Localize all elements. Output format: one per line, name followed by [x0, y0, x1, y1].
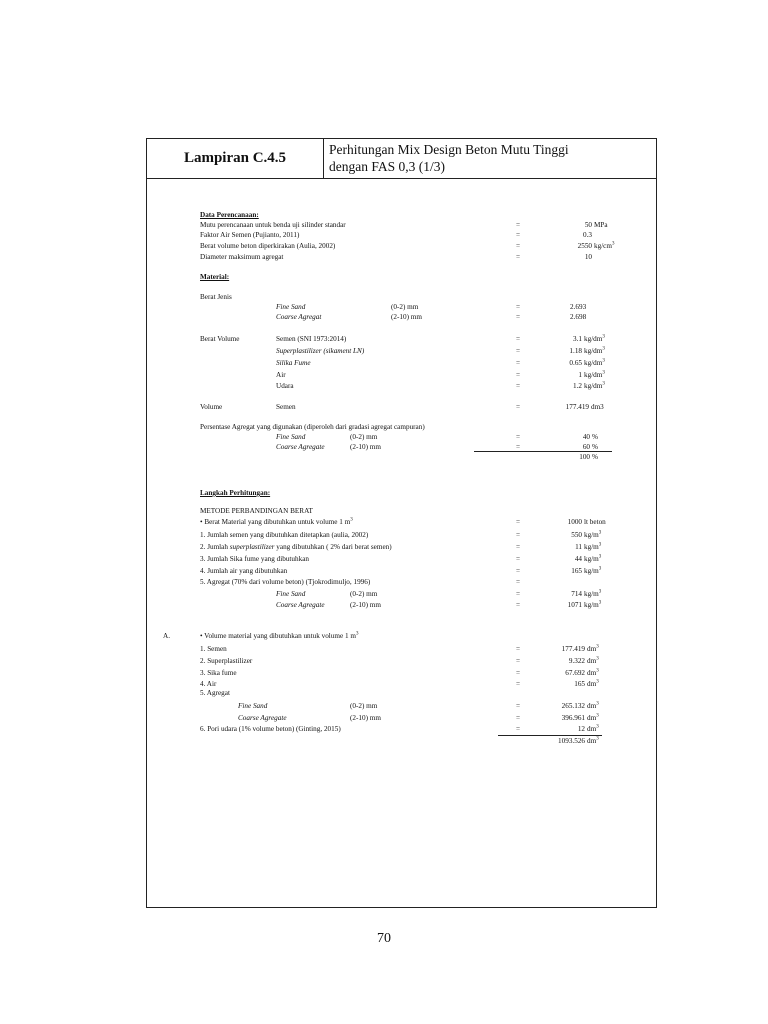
unit-weight-equals: = — [516, 382, 521, 390]
planning-row-unit: MPa — [594, 221, 608, 229]
appendix-title: Lampiran C.4.5 — [183, 150, 287, 166]
volume-item-label: 5. Agregat — [200, 689, 230, 697]
planning-row-unit-exponent: 3 — [611, 241, 615, 247]
volume-item-label: 4. Air — [200, 680, 217, 688]
calculation-step-label-text: 2. Jumlah — [200, 543, 230, 551]
unit-weight-unit: $kg/dm^3$ — [584, 370, 605, 379]
volume-item-equals: = — [516, 669, 521, 677]
pore-air-equals: = — [516, 725, 521, 733]
volume-unit: dm3 — [591, 403, 604, 411]
planning-row-label: Berat volume beton diperkirakan (Aulia, 2002) — [200, 242, 336, 250]
unit-weight-name: Semen (SNI 1973:2014) — [276, 335, 347, 343]
volume-item-unit-exponent: 3 — [596, 644, 599, 650]
aggregate-weight-unit: $kg/m^3$ — [584, 589, 602, 598]
calculation-step-equals: = — [516, 578, 521, 586]
unit-weight-unit-exponent: 3 — [602, 346, 605, 352]
calculation-step-label: 5. Agregat (70% dari volume beton) (Tjokrodimuljo, 1996) — [200, 578, 371, 586]
calculation-step-unit-exponent: 3 — [598, 554, 602, 560]
aggregate-volume-unit-exponent: 3 — [596, 701, 599, 707]
pore-air-value: 12 — [577, 725, 585, 733]
aggregate-weight-name: Coarse Agregate — [276, 601, 325, 609]
planning-row-equals: = — [516, 221, 521, 229]
specific-gravity-range: (2-10) mm — [391, 313, 422, 321]
volume-item-equals: = — [516, 680, 521, 688]
calculation-step-label-text: yang dibutuhkan ( 2% dari berat semen) — [274, 543, 392, 551]
planning-row-equals: = — [516, 231, 521, 239]
calculation-step-label — [200, 543, 392, 552]
calculation-step-label: 3. Jumlah Sika fume yang dibutuhkan — [200, 555, 309, 563]
volume-item-unit: $dm^3$ — [587, 644, 599, 653]
unit-weight-equals: = — [516, 371, 521, 379]
aggregate-weight-unit-exponent: 3 — [598, 600, 602, 606]
volume-item-label: 3. Sika fume — [200, 669, 237, 677]
material-weight-unit: lt beton — [584, 518, 606, 526]
unit-weight-unit: $kg/dm^3$ — [584, 358, 605, 367]
aggregate-percentage-value: 60 — [582, 443, 590, 451]
aggregate-weight-name: Fine Sand — [276, 590, 306, 598]
calculation-step-unit: $kg/m^3$ — [584, 554, 602, 563]
calculation-step-value: 44 — [574, 555, 582, 563]
calculation-step-equals: = — [516, 543, 521, 551]
volume-item-value: 165 — [574, 680, 585, 688]
berat-volume-label: Berat Volume — [200, 335, 240, 343]
percentage-sum-rule — [474, 451, 612, 452]
specific-gravity-value: 2.693 — [570, 303, 587, 311]
page-number: 70 — [377, 931, 391, 946]
unit-weight-value: 3.1 — [573, 335, 582, 343]
pore-air-unit-exponent: 3 — [596, 724, 599, 730]
unit-weight-unit: $kg/dm^3$ — [584, 346, 605, 355]
aggregate-percentage-range: (2-10) mm — [350, 443, 381, 451]
volume-item-unit: $dm^3$ — [587, 656, 599, 665]
specific-gravity-name: Fine Sand — [276, 303, 306, 311]
unit-weight-value: 1.18 — [569, 347, 582, 355]
aggregate-volume-name: Fine Sand — [238, 702, 268, 710]
specific-gravity-equals: = — [516, 303, 521, 311]
planning-row-label: Diameter maksimum agregat — [200, 253, 284, 261]
volume-label: Volume — [200, 403, 223, 411]
aggregate-volume-unit-exponent: 3 — [596, 713, 599, 719]
volume-item-unit-exponent: 3 — [596, 656, 599, 662]
calculation-step-value: 550 — [571, 531, 582, 539]
berat-jenis-label: Berat Jenis — [200, 293, 232, 301]
aggregate-volume-equals: = — [516, 702, 521, 710]
planning-row-value: 10 — [584, 253, 592, 261]
unit-weight-unit-exponent: 3 — [602, 358, 605, 364]
aggregate-percentage-unit: % — [592, 433, 598, 441]
calculation-step-label-italic: superplastilizer — [229, 543, 275, 551]
volume-total-value: 1093.526 — [558, 737, 585, 745]
aggregate-percentage-total-value: 100 — [579, 453, 590, 461]
planning-row-equals: = — [516, 253, 521, 261]
material-weight-equals: = — [516, 518, 521, 526]
unit-weight-unit-exponent: 3 — [602, 381, 605, 387]
material-weight-bullet: • Berat Material yang dibutuhkan untuk volume 1 $m^3$ — [200, 517, 353, 526]
data-perencanaan-heading: Data Perencanaan: — [200, 211, 259, 219]
planning-row-value: 50 — [584, 221, 592, 229]
calculation-step-label: 1. Jumlah semen yang dibutuhkan ditetapkan (aulia, 2002) — [200, 531, 369, 539]
unit-weight-unit: $kg/dm^3$ — [584, 381, 605, 390]
volume-item-unit-exponent: 3 — [596, 668, 599, 674]
volume-item-value: 67.692 — [565, 669, 585, 677]
aggregate-weight-equals: = — [516, 590, 521, 598]
aggregate-percentage-name: Fine Sand — [276, 433, 306, 441]
unit-weight-equals: = — [516, 347, 521, 355]
material-weight-bullet-exponent: 3 — [350, 517, 353, 523]
unit-weight-unit-exponent: 3 — [602, 370, 605, 376]
aggregate-percentage-equals: = — [516, 433, 521, 441]
volume-item-equals: = — [516, 645, 521, 653]
volume-item-value: 177.419 — [561, 645, 585, 653]
calculation-step-value: 165 — [571, 567, 582, 575]
calculation-step-unit: $kg/m^3$ — [584, 530, 602, 539]
volume-value: 177.419 — [565, 403, 589, 411]
unit-weight-value: 1 — [578, 371, 582, 379]
planning-row-equals: = — [516, 242, 521, 250]
specific-gravity-range: (0-2) mm — [391, 303, 419, 311]
aggregate-weight-value: 1071 — [567, 601, 582, 609]
aggregate-weight-unit: $kg/m^3$ — [584, 600, 602, 609]
calculation-step-unit-exponent: 3 — [598, 542, 602, 548]
specific-gravity-name: Coarse Agregat — [276, 313, 322, 321]
unit-weight-name: Silika Fume — [276, 359, 311, 367]
aggregate-weight-range: (2-10) mm — [350, 601, 381, 609]
planning-row-value: 0.3 — [583, 231, 592, 239]
aggregate-weight-unit-exponent: 3 — [598, 589, 602, 595]
unit-weight-equals: = — [516, 335, 521, 343]
unit-weight-value: 1.2 — [573, 382, 582, 390]
aggregate-percentage-equals: = — [516, 443, 521, 451]
planning-row-label: Mutu perencanaan untuk benda uji silinder standar — [200, 221, 346, 229]
unit-weight-equals: = — [516, 359, 521, 367]
aggregate-percentage-value: 40 — [582, 433, 590, 441]
persentase-label: Persentase Agregat yang digunakan (diperoleh dari gradasi agregat campuran) — [200, 423, 425, 431]
volume-item-value: 9.322 — [568, 657, 585, 665]
unit-weight-name: Superplastilizer (sikament LN) — [276, 347, 365, 355]
volume-total-unit: $dm^3$ — [587, 736, 599, 745]
material-heading: Material: — [200, 273, 230, 281]
langkah-heading: Langkah Perhitungan: — [200, 489, 271, 497]
unit-weight-name: Udara — [276, 382, 294, 390]
method-title: METODE PERBANDINGAN BERAT — [200, 507, 313, 515]
calculation-step-unit-exponent: 3 — [598, 530, 602, 536]
calculation-step-equals: = — [516, 531, 521, 539]
planning-row-label: Faktor Air Semen (Pujianto, 2011) — [200, 231, 300, 239]
aggregate-percentage-total-unit: % — [592, 453, 598, 461]
aggregate-weight-value: 714 — [571, 590, 582, 598]
aggregate-volume-name: Coarse Agregate — [238, 714, 287, 722]
volume-item-equals: = — [516, 657, 521, 665]
volume-name: Semen — [276, 403, 296, 411]
calculation-step-unit-exponent: 3 — [598, 566, 602, 572]
calculation-step-label: 4. Jumlah air yang dibutuhkan — [200, 567, 288, 575]
calculation-title-line2: dengan FAS 0,3 (1/3) — [329, 159, 445, 174]
aggregate-percentage-name: Coarse Agregate — [276, 443, 325, 451]
calculation-title-line1: Perhitungan Mix Design Beton Mutu Tinggi — [329, 142, 569, 157]
volume-item-label: 2. Superplastilizer — [200, 657, 253, 665]
planning-row-unit: $kg/cm^3$ — [594, 241, 615, 250]
volume-item-unit: $dm^3$ — [587, 679, 599, 688]
volume-item-unit-exponent: 3 — [596, 679, 599, 685]
volume-sum-rule — [498, 735, 602, 736]
aggregate-volume-unit: $dm^3$ — [587, 713, 599, 722]
specific-gravity-value: 2.698 — [570, 313, 587, 321]
material-volume-bullet: • Volume material yang dibutuhkan untuk volume 1 $m^3$ — [200, 631, 359, 640]
volume-item-unit: $dm^3$ — [587, 668, 599, 677]
aggregate-percentage-unit: % — [592, 443, 598, 451]
calculation-step-equals: = — [516, 567, 521, 575]
volume-total-unit-exponent: 3 — [596, 736, 599, 742]
calculation-step-equals: = — [516, 555, 521, 563]
aggregate-volume-unit: $dm^3$ — [587, 701, 599, 710]
calculation-step-value: 11 — [575, 543, 582, 551]
material-weight-value: 1000 — [567, 518, 582, 526]
aggregate-percentage-range: (0-2) mm — [350, 433, 378, 441]
volume-item-label: 1. Semen — [200, 645, 227, 653]
aggregate-volume-equals: = — [516, 714, 521, 722]
section-a-marker: A. — [163, 632, 170, 640]
pore-air-unit: $dm^3$ — [587, 724, 599, 733]
aggregate-volume-range: (2-10) mm — [350, 714, 381, 722]
aggregate-volume-value: 265.132 — [561, 702, 585, 710]
unit-weight-unit-exponent: 3 — [602, 334, 605, 340]
specific-gravity-equals: = — [516, 313, 521, 321]
unit-weight-name: Air — [276, 371, 286, 379]
unit-weight-value: 0.65 — [569, 359, 582, 367]
calculation-step-unit: $kg/m^3$ — [584, 542, 602, 551]
unit-weight-unit: $kg/dm^3$ — [584, 334, 605, 343]
planning-row-value: 2550 — [577, 242, 592, 250]
calculation-step-unit: $kg/m^3$ — [584, 566, 602, 575]
aggregate-weight-equals: = — [516, 601, 521, 609]
aggregate-volume-value: 396.961 — [561, 714, 585, 722]
pore-air-label: 6. Pori udara (1% volume beton) (Ginting, 2015) — [200, 725, 341, 733]
volume-equals: = — [516, 403, 521, 411]
aggregate-volume-range: (0-2) mm — [350, 702, 378, 710]
aggregate-weight-range: (0-2) mm — [350, 590, 378, 598]
material-volume-bullet-exponent: 3 — [355, 631, 359, 637]
